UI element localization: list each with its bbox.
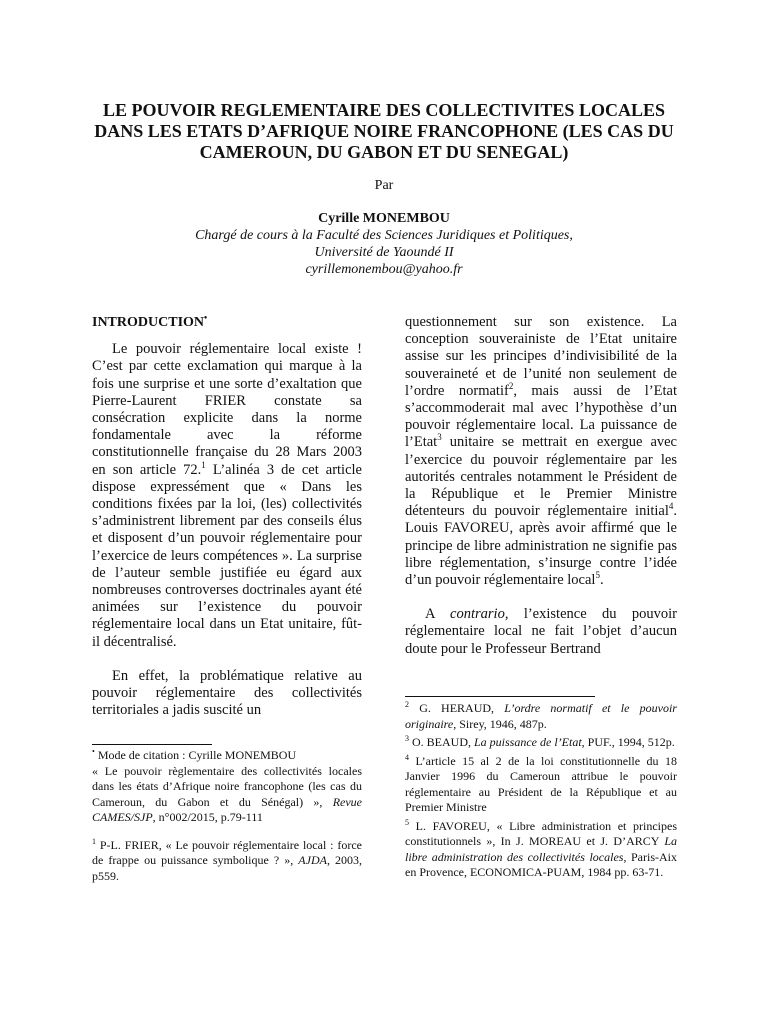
footnote-ref-1: 1: [201, 459, 206, 470]
footnote-4: $^4$ L’article 15 al 2 de la loi constitutionnelle du 18 Janvier 1996 du Cameroun attribue le pouvoir réglementaire au Président de la République et au Premier Ministre: [405, 752, 677, 814]
left-column: [92, 314, 362, 719]
title-line: CAMEROUN, DU GABON ET DU SENEGAL): [199, 142, 569, 162]
paper-title: [60, 100, 708, 163]
footnote-2: $^2$ G. HERAUD, L’ordre normatif et le pouvoir originaire, Sirey, 1946, 487p.: [405, 700, 677, 731]
title-line: LE POUVOIR REGLEMENTAIRE DES COLLECTIVITES LOCALES: [103, 100, 665, 120]
footnote-ref-3: 3: [437, 432, 442, 443]
footnote-ref-5: 5: [595, 570, 600, 581]
paragraph: A contrario, l’existence du pouvoir réglementaire local ne fait l’objet d’aucun doute pour le Professeur Bertrand: [405, 606, 677, 657]
paragraph: questionnement sur son existence. La conception souverainiste de l’Etat unitaire assise sur les principes d’indivisibilité de la souveraineté et de l’unité non seulement de l’ordre normatif$^2$, mais aussi de l’Etat s’accommoderait mal avec l’hypothèse d’un pouvoir réglementaire local. La puissance de l’Etat$^3$ unitaire se mettrait en exergue avec l’exercice du pouvoir réglementaire par les autorités centrales notamment le Président de la République et le Premier Ministre détenteurs du pouvoir réglementaire initial$^4$. Louis FAVOREU, après avoir affirmé que le principe de libre administration ne signifie pas libre réglementation, s’insurge contre l’idée d’un pouvoir réglementaire local$^5$.: [405, 314, 677, 589]
paragraph: En effet, la problématique relative au pouvoir réglementaire des collectivités territoriales a jadis suscité un: [92, 667, 362, 719]
author-email: cyrillemonembou@yahoo.fr: [305, 262, 463, 277]
footnotes-left: [92, 744, 362, 884]
footnote-5: $^5$ L. FAVOREU, « Libre administration et principes constitutionnels », In J. MOREAU et J. D’ARCY La libre administration des collectivités locales, Paris-Aix en Provence, ECONOMICA-PUAM, 1984 pp. 63-71.: [405, 817, 677, 879]
footnote-divider: [405, 696, 595, 697]
affiliation-line: Chargé de cours à la Faculté des Sciences Juridiques et Politiques,: [195, 228, 573, 243]
affiliation-university: Université de Yaoundé II: [314, 245, 454, 260]
footnotes-right: [405, 696, 677, 884]
section-heading: INTRODUCTION•: [92, 312, 208, 330]
citation-text: « Le pouvoir règlementaire des collectivités locales dans les états d’Afrique noire francophone (les cas du Cameroun, du Gabon et du Sénégal) », Revue CAMES/SJP, n°002/2015, p.79-111: [92, 763, 362, 824]
author-name: Cyrille MONEMBOU: [318, 211, 450, 226]
footnote-mark: •: [204, 312, 208, 323]
footnote-divider: [92, 744, 212, 745]
paragraph: Le pouvoir réglementaire local existe ! C’est par cette exclamation qui marque à la fois une surprise et une sorte d’exaltation que Pierre-Laurent FRIER constate sa consécration explicite dans la norme fondamentale avec la réforme constitutionnelle française du 28 Mars 2003 en son article 72.$^1$ L’alinéa 3 de cet article dispose expressément que « Dans les conditions fixées par la loi, (les) collectivités s’administrent librement par des conseils élus et disposent d’un pouvoir réglementaire pour l’exercice de leurs compétences ». La surprise de l’auteur semble justifiée eu égard aux nombreuses controverses doctrinales ayant été animées sur l’existence du pouvoir réglementaire local dans un Etat unitaire, fût-il décentralisé.: [92, 341, 362, 650]
footnote-3: $^3$ O. BEAUD, La puissance de l’Etat, PUF., 1994, 512p.: [405, 734, 675, 749]
citation-footnote: • Mode de citation : Cyrille MONEMBOU: [92, 747, 297, 762]
footnote-1: $^1$ P-L. FRIER, « Le pouvoir réglementaire local : force de frappe ou puissance symbolique ? », AJDA, 2003, p559.: [92, 836, 363, 883]
by-label: Par: [374, 178, 394, 193]
footnote-ref-4: 4: [668, 501, 674, 512]
title-line: DANS LES ETATS D’AFRIQUE NOIRE FRANCOPHONE (LES CAS DU: [94, 121, 674, 141]
author-block: [0, 210, 768, 278]
right-column: [405, 314, 677, 658]
footnote-ref-2: 2: [508, 380, 514, 391]
